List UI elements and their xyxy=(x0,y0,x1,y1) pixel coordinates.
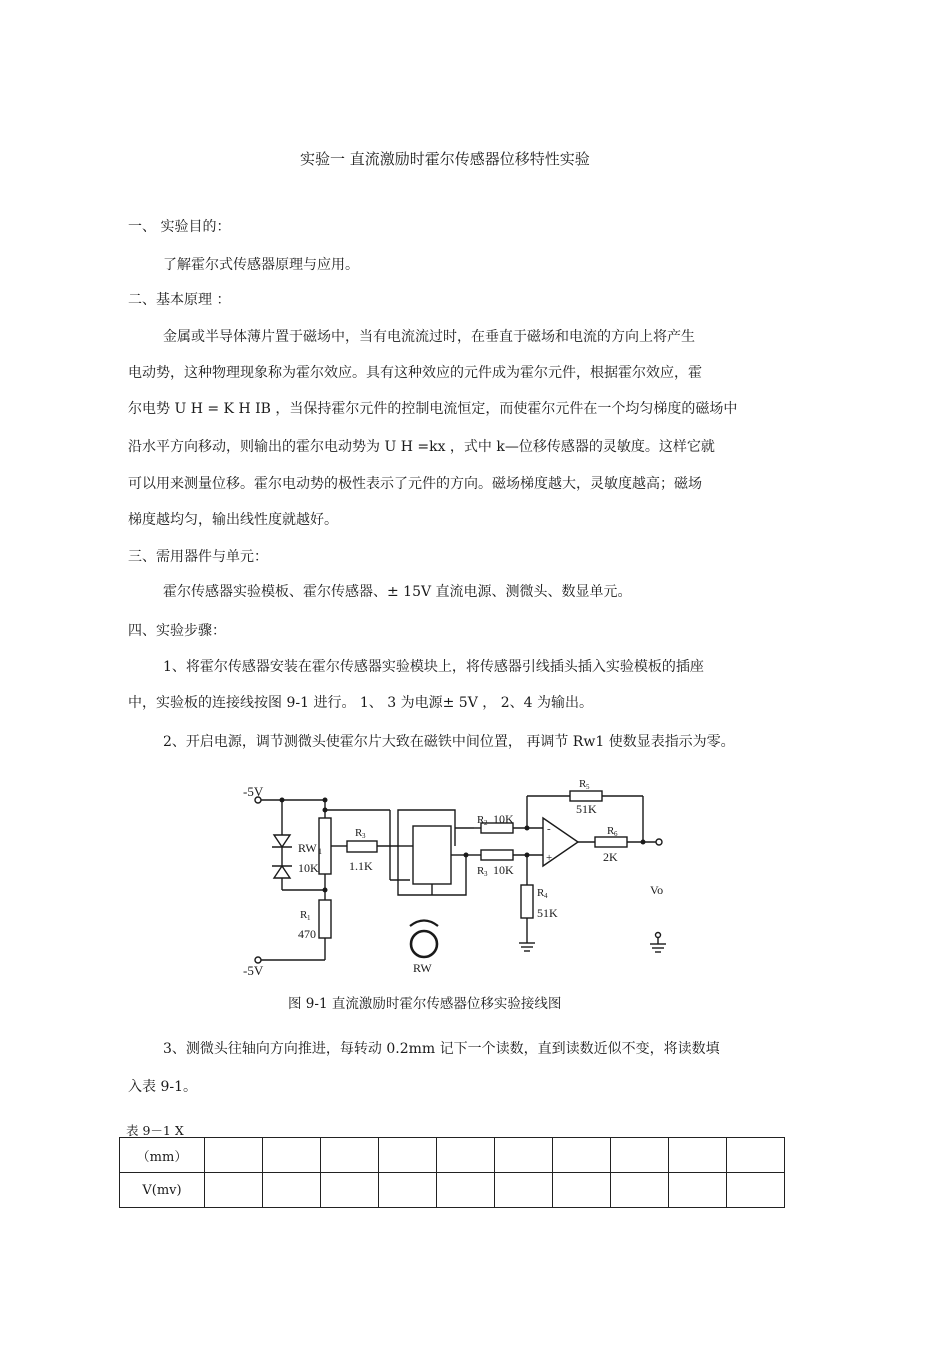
principle-line-3: 尔电势 U H = K H IB ，当保持霍尔元件的控制电流恒定，而使霍尔元件在一个均匀梯度的磁场中 xyxy=(128,401,738,417)
row-header-mm: （mm） xyxy=(120,1138,205,1173)
label-r2-value: 10K xyxy=(493,812,514,826)
purpose-text: 了解霍尔式传感器原理与应用。 xyxy=(163,257,359,273)
step2-text: 2、开启电源，调节测微头使霍尔片大致在磁铁中间位置， 再调节 Rw1 使数显表指示为零。 xyxy=(163,734,735,750)
table-cell[interactable] xyxy=(553,1173,611,1208)
table-cell[interactable] xyxy=(437,1138,495,1173)
label-r4-value: 51K xyxy=(537,906,558,920)
table-cell[interactable] xyxy=(495,1173,553,1208)
label-r3-sub: 3 xyxy=(362,832,366,840)
label-r1-sub: 1 xyxy=(307,914,311,922)
row-header-mv: V(mv) xyxy=(120,1173,205,1208)
step3-line-2: 入表 9-1。 xyxy=(128,1079,197,1095)
label-r3b-sub: 3 xyxy=(484,870,488,878)
step1-line-1: 1、将霍尔传感器安装在霍尔传感器实验模块上，将传感器引线插头插入实验模板的插座 xyxy=(163,659,704,675)
table-row-x xyxy=(120,1138,785,1173)
label-rw-knob: RW xyxy=(413,961,432,975)
principle-heading: 二、基本原理 ： xyxy=(128,292,231,308)
table-cell[interactable] xyxy=(263,1138,321,1173)
label-r2-sub: 2 xyxy=(484,819,488,827)
table-cell[interactable] xyxy=(553,1138,611,1173)
table-cell[interactable] xyxy=(495,1138,553,1173)
label-r5-value: 51K xyxy=(576,802,597,816)
table-cell[interactable] xyxy=(321,1138,379,1173)
label-neg5v-top: -5V xyxy=(243,784,264,799)
figure-caption: 图 9-1 直流激励时霍尔传感器位移实验接线图 xyxy=(288,996,562,1012)
page-title: 实验一 直流激励时霍尔传感器位移特性实验 xyxy=(300,150,590,168)
table-cell[interactable] xyxy=(205,1138,263,1173)
opamp-plus-label: + xyxy=(546,852,553,864)
data-table xyxy=(119,1137,785,1208)
table-cell[interactable] xyxy=(727,1173,785,1208)
equipment-heading: 三、需用器件与单元： xyxy=(128,549,268,565)
principle-line-5: 可以用来测量位移。霍尔电动势的极性表示了元件的方向。磁场梯度越大，灵敏度越高；磁场 xyxy=(128,476,702,492)
label-r6-value: 2K xyxy=(603,850,618,864)
label-r6-sub: 6 xyxy=(614,830,618,838)
principle-line-2: 电动势，这种物理现象称为霍尔效应。具有这种效应的元件成为霍尔元件，根据霍尔效应，霍 xyxy=(128,365,702,381)
purpose-heading: 一、 实验目的： xyxy=(128,219,231,235)
label-r3: R xyxy=(355,827,363,839)
label-r5-sub: 5 xyxy=(586,783,590,791)
opamp-minus-label: - xyxy=(547,823,551,835)
principle-line-6: 梯度越均匀，输出线性度就越好。 xyxy=(128,512,338,528)
table-cell[interactable] xyxy=(263,1173,321,1208)
table-row-v xyxy=(120,1173,785,1208)
label-vo: Vo xyxy=(650,883,664,897)
step3-line-1: 3、测微头往轴向方向推进，每转动 0.2mm 记下一个读数，直到读数近似不变，将读数填 xyxy=(163,1041,720,1057)
label-r3b: R xyxy=(477,865,485,877)
label-rw1-value: 10K xyxy=(298,861,319,875)
label-r1: R xyxy=(300,909,308,921)
table-cell[interactable] xyxy=(611,1173,669,1208)
label-r5: R xyxy=(579,778,587,790)
steps-heading: 四、实验步骤： xyxy=(128,623,226,639)
table-cell[interactable] xyxy=(669,1138,727,1173)
table-cell[interactable] xyxy=(379,1138,437,1173)
label-rw1: RW xyxy=(298,841,317,855)
table-cell[interactable] xyxy=(205,1173,263,1208)
table-cell[interactable] xyxy=(379,1173,437,1208)
label-r4: R xyxy=(537,887,545,899)
table-cell[interactable] xyxy=(669,1173,727,1208)
label-r4-sub: 4 xyxy=(544,892,548,900)
principle-line-1: 金属或半导体薄片置于磁场中，当有电流流过时，在垂直于磁场和电流的方向上将产生 xyxy=(163,329,695,345)
table-cell[interactable] xyxy=(321,1173,379,1208)
table-cell[interactable] xyxy=(437,1173,495,1208)
table-cell[interactable] xyxy=(727,1138,785,1173)
label-r1-value: 470 xyxy=(298,927,316,941)
label-rw1-sub: 1 xyxy=(318,847,322,856)
label-r3b-value: 10K xyxy=(493,863,514,877)
label-r2: R xyxy=(477,814,485,826)
step1-line-2: 中，实验板的连接线按图 9-1 进行。 1、 3 为电源± 5V ， 2、4 为输出。 xyxy=(128,695,593,711)
label-neg5v-bottom: -5V xyxy=(243,963,264,978)
table-cell[interactable] xyxy=(611,1138,669,1173)
label-r6: R xyxy=(607,825,615,837)
principle-line-4: 沿水平方向移动，则输出的霍尔电动势为 U H =kx ，式中 k—位移传感器的灵敏度。这样它就 xyxy=(128,439,715,455)
table-label: 表 9－1 X xyxy=(126,1123,184,1138)
equipment-text: 霍尔传感器实验模板、霍尔传感器、± 15V 直流电源、测微头、数显单元。 xyxy=(163,584,632,600)
label-r3-value: 1.1K xyxy=(349,859,373,873)
